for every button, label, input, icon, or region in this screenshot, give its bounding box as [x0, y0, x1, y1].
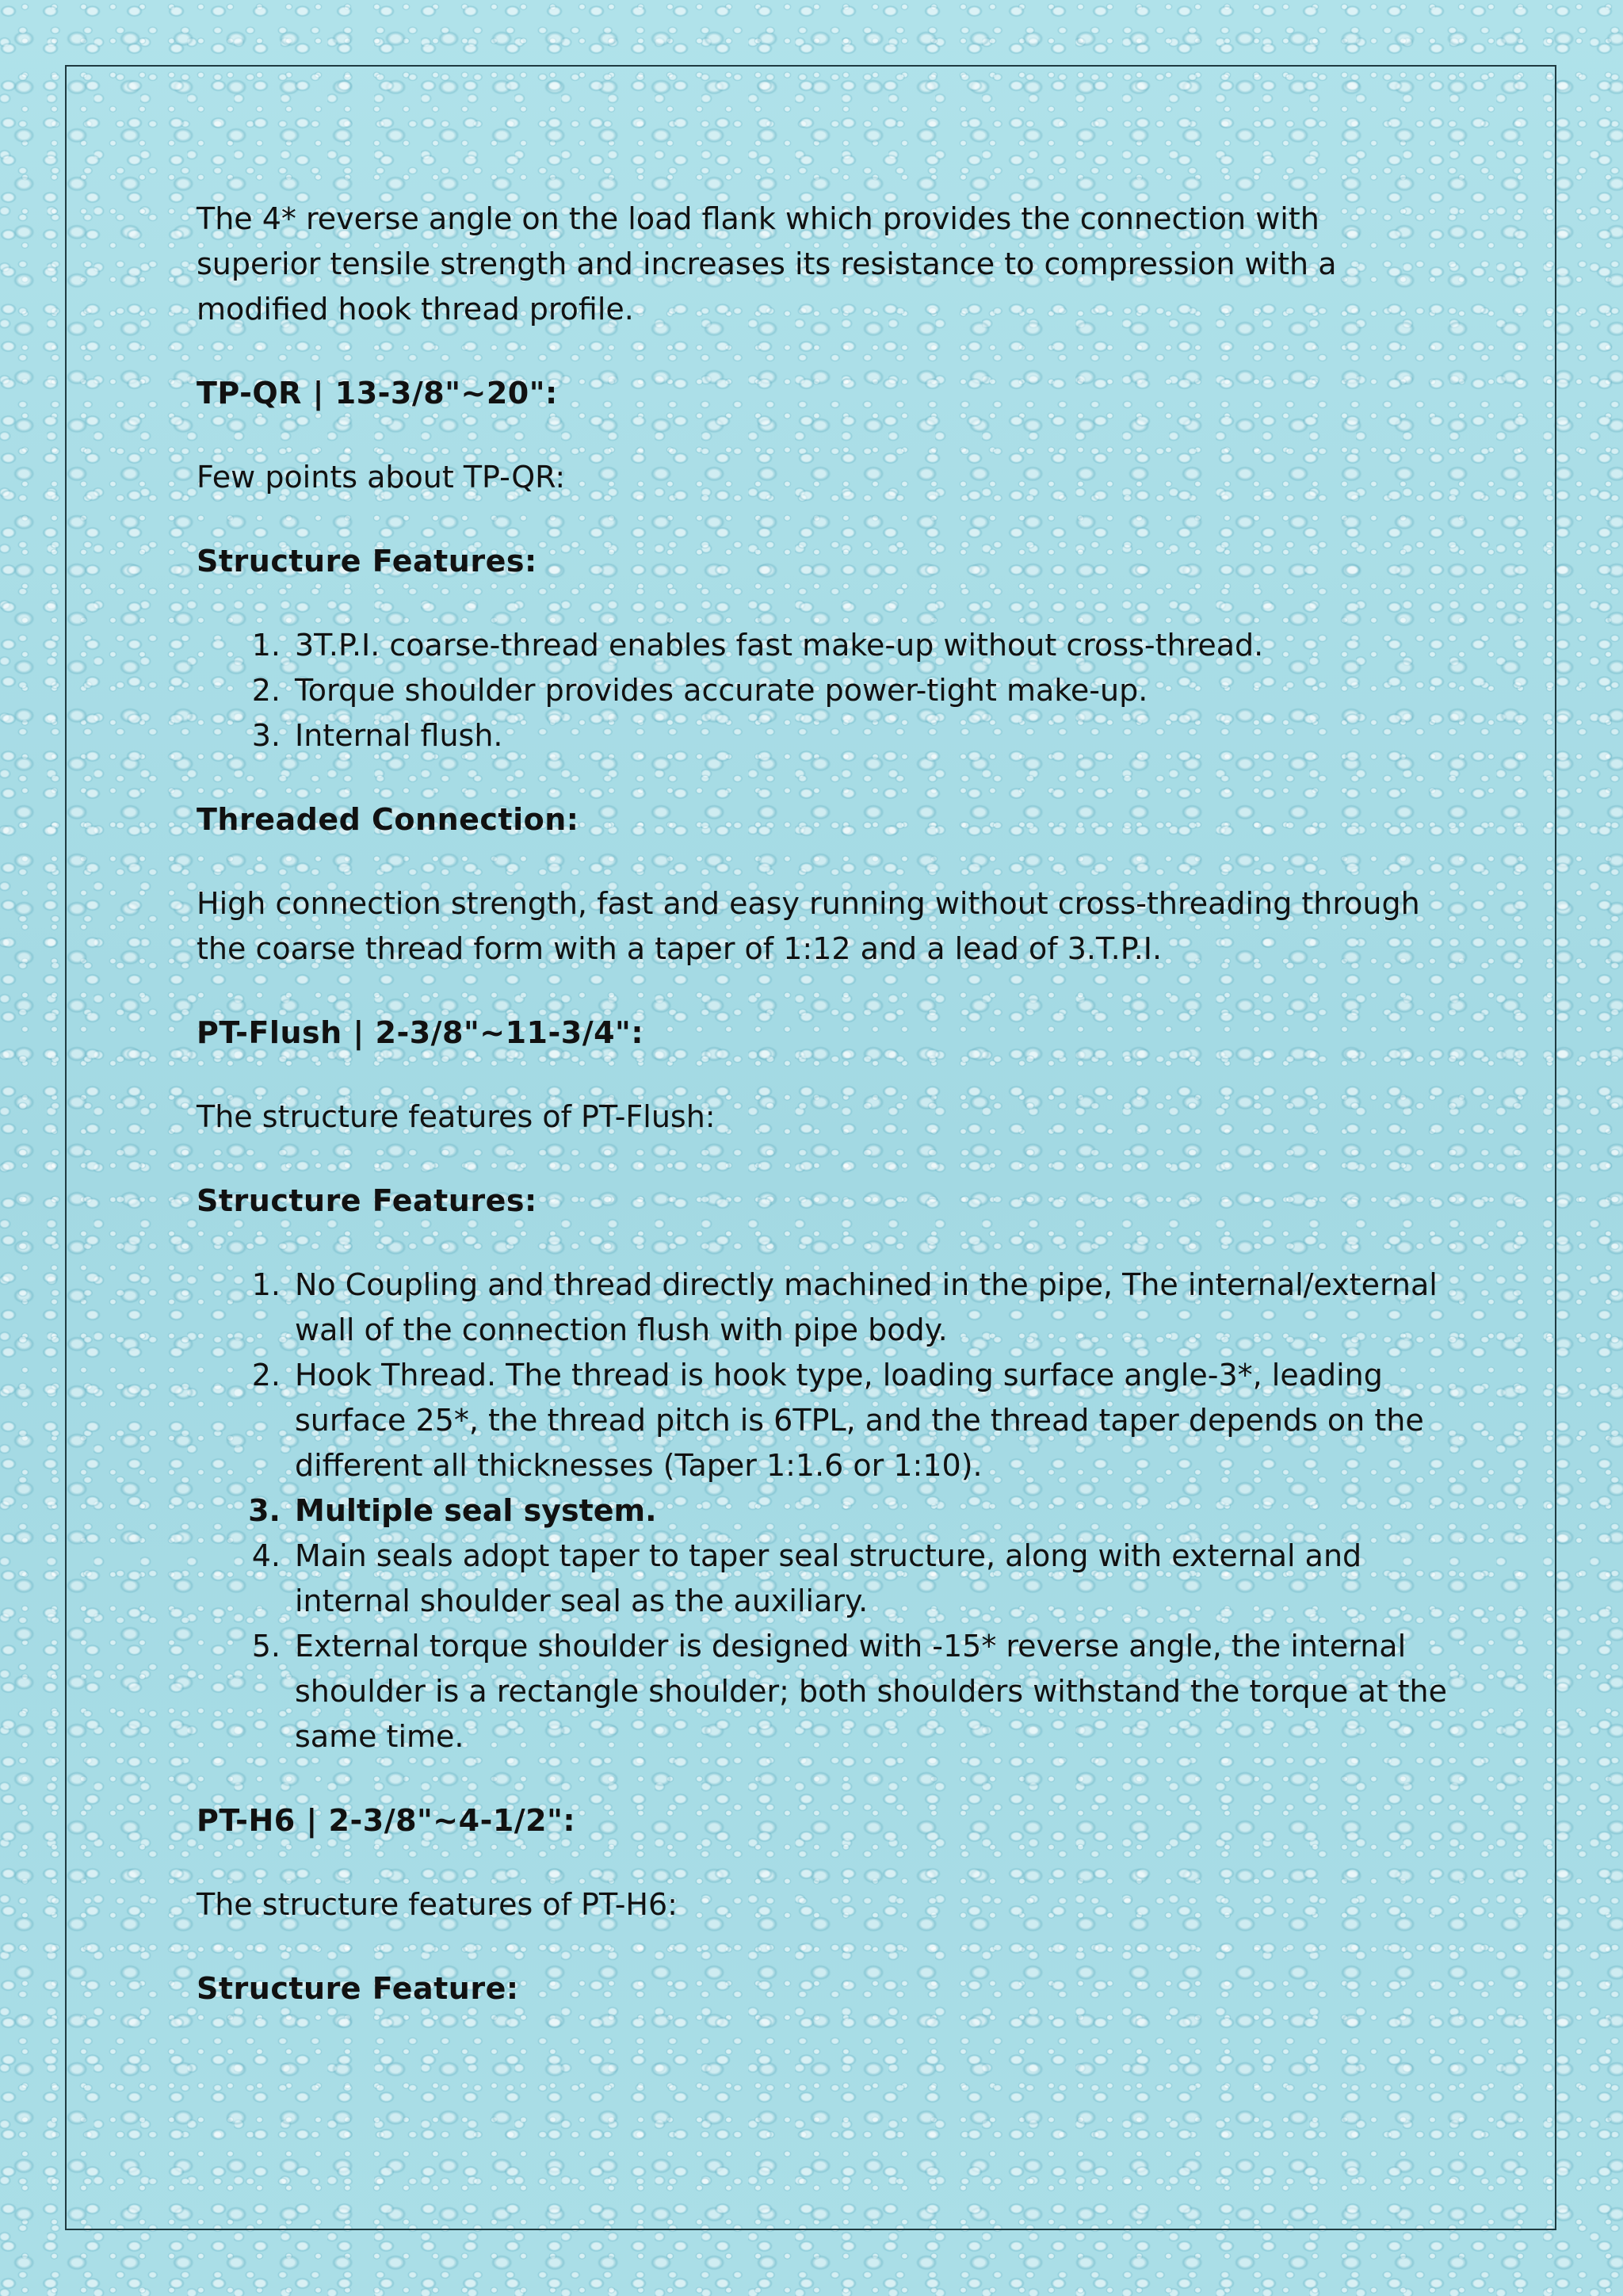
tpqr-intro: Few points about TP-QR: — [197, 460, 566, 495]
pth6-heading: PT-H6 | 2-3/8"~4-1/2": — [197, 1803, 576, 1838]
threaded-connection-heading: Threaded Connection: — [197, 802, 579, 837]
list-number: 1. — [251, 628, 281, 663]
tpqr-features-list — [197, 623, 1449, 758]
list-number: 2. — [251, 673, 281, 708]
list-number: 3. — [248, 1493, 281, 1528]
list-item — [197, 1263, 1449, 1353]
list-text: Hook Thread. The thread is hook type, loading surface angle-3*, leading surface 25*, the thread pitch is 6TPL, and the thread taper depends on the different all thicknesses (Taper 1:1.6 or 1:10). — [295, 1358, 1424, 1483]
list-item — [197, 1624, 1449, 1759]
list-text: External torque shoulder is designed with -15* reverse angle, the internal shoulder is a rectangle shoulder; both shoulders withstand the torque at the same time. — [295, 1629, 1447, 1754]
tpqr-features-heading: Structure Features: — [197, 544, 537, 579]
list-number: 1. — [251, 1267, 281, 1302]
list-number: 5. — [251, 1629, 281, 1664]
list-item — [197, 1353, 1449, 1488]
document-body — [197, 197, 1449, 2050]
list-text: No Coupling and thread directly machined in the pipe, The internal/external wall of the connection flush with pipe body. — [295, 1267, 1438, 1347]
pth6-features-heading: Structure Feature: — [197, 1971, 519, 2006]
list-item — [197, 623, 1449, 668]
list-text: Torque shoulder provides accurate power-tight make-up. — [295, 673, 1148, 708]
ptflush-features-list — [197, 1263, 1449, 1759]
list-text: 3T.P.I. coarse-thread enables fast make-up without cross-thread. — [295, 628, 1264, 663]
list-item — [197, 1534, 1449, 1624]
intro-paragraph: The 4* reverse angle on the load flank which provides the connection with superior tensile strength and increases its resistance to compression with a modified hook thread profile. — [197, 201, 1337, 327]
ptflush-features-heading: Structure Features: — [197, 1183, 537, 1218]
list-text: Main seals adopt taper to taper seal structure, along with external and internal shoulder seal as the auxiliary. — [295, 1538, 1362, 1618]
ptflush-intro: The structure features of PT-Flush: — [197, 1099, 716, 1134]
pth6-intro: The structure features of PT-H6: — [197, 1887, 678, 1922]
ptflush-heading: PT-Flush | 2-3/8"~11-3/4": — [197, 1015, 644, 1050]
list-text: Multiple seal system. — [295, 1493, 657, 1528]
list-text: Internal flush. — [295, 718, 503, 753]
list-item — [197, 668, 1449, 713]
list-item — [197, 713, 1449, 758]
threaded-connection-text: High connection strength, fast and easy running without cross-threading through the coarse thread form with a taper of 1:12 and a lead of 3.T.P.I. — [197, 886, 1420, 966]
list-number: 4. — [251, 1538, 281, 1573]
tpqr-heading: TP-QR | 13-3/8"~20": — [197, 376, 558, 411]
list-number: 2. — [251, 1358, 281, 1392]
list-number: 3. — [251, 718, 281, 753]
list-item — [197, 1488, 1449, 1534]
